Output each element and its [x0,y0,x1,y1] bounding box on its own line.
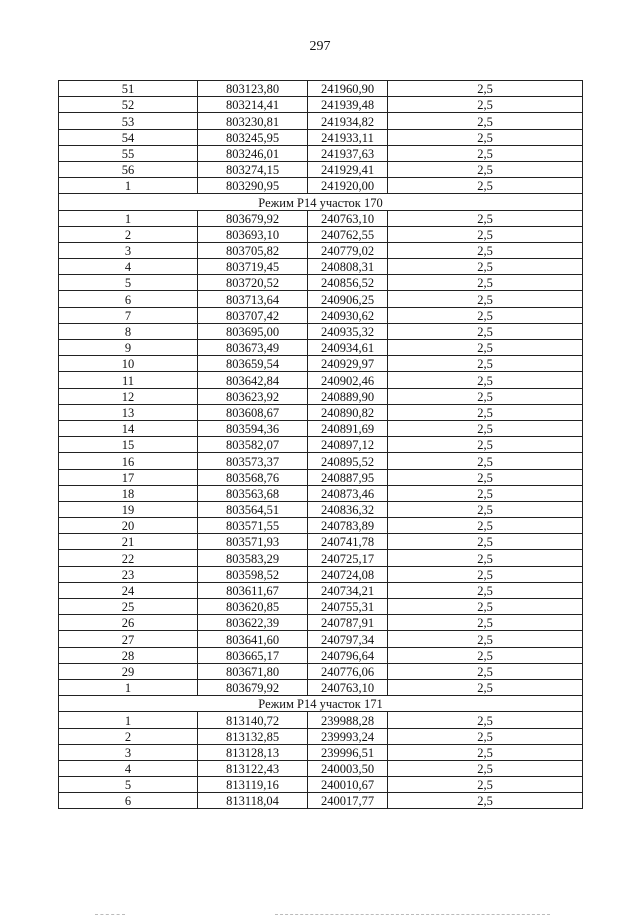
x-coordinate-cell: 803214,41 [198,97,308,113]
table-row [59,388,583,404]
point-number-cell: 2 [59,226,198,242]
x-coordinate-cell: 813122,43 [198,760,308,776]
table-row [59,226,583,242]
table-row [59,777,583,793]
x-coordinate-cell: 803245,95 [198,129,308,145]
y-coordinate-cell: 240779,02 [308,242,388,258]
y-coordinate-cell: 240808,31 [308,259,388,275]
accuracy-cell: 2,5 [388,712,583,728]
table-row [59,420,583,436]
y-coordinate-cell: 240856,52 [308,275,388,291]
accuracy-cell: 2,5 [388,534,583,550]
accuracy-cell: 2,5 [388,744,583,760]
point-number-cell: 4 [59,259,198,275]
x-coordinate-cell: 803720,52 [198,275,308,291]
y-coordinate-cell: 240929,97 [308,356,388,372]
y-coordinate-cell: 240741,78 [308,534,388,550]
accuracy-cell: 2,5 [388,356,583,372]
table-row [59,518,583,534]
accuracy-cell: 2,5 [388,777,583,793]
table-row [59,210,583,226]
y-coordinate-cell: 240796,64 [308,647,388,663]
point-number-cell: 51 [59,81,198,97]
accuracy-cell: 2,5 [388,663,583,679]
x-coordinate-cell: 803620,85 [198,599,308,615]
x-coordinate-cell: 803641,60 [198,631,308,647]
point-number-cell: 6 [59,793,198,809]
y-coordinate-cell: 240891,69 [308,420,388,436]
accuracy-cell: 2,5 [388,453,583,469]
section-header-row [59,696,583,712]
accuracy-cell: 2,5 [388,404,583,420]
section-header-row [59,194,583,210]
table-row [59,712,583,728]
x-coordinate-cell: 803246,01 [198,145,308,161]
x-coordinate-cell: 803564,51 [198,501,308,517]
x-coordinate-cell: 803274,15 [198,161,308,177]
x-coordinate-cell: 803665,17 [198,647,308,663]
table-row [59,97,583,113]
point-number-cell: 3 [59,744,198,760]
point-number-cell: 29 [59,663,198,679]
point-number-cell: 18 [59,485,198,501]
point-number-cell: 24 [59,582,198,598]
page-number: 297 [309,39,331,54]
x-coordinate-cell: 803705,82 [198,242,308,258]
point-number-cell: 12 [59,388,198,404]
accuracy-cell: 2,5 [388,566,583,582]
point-number-cell: 16 [59,453,198,469]
accuracy-cell: 2,5 [388,323,583,339]
point-number-cell: 1 [59,679,198,695]
accuracy-cell: 2,5 [388,372,583,388]
x-coordinate-cell: 803230,81 [198,113,308,129]
point-number-cell: 7 [59,307,198,323]
y-coordinate-cell: 240783,89 [308,518,388,534]
point-number-cell: 52 [59,97,198,113]
y-coordinate-cell: 240906,25 [308,291,388,307]
accuracy-cell: 2,5 [388,728,583,744]
x-coordinate-cell: 803673,49 [198,340,308,356]
y-coordinate-cell: 241934,82 [308,113,388,129]
point-number-cell: 5 [59,275,198,291]
x-coordinate-cell: 803679,92 [198,679,308,695]
table-row [59,793,583,809]
y-coordinate-cell: 240895,52 [308,453,388,469]
accuracy-cell: 2,5 [388,469,583,485]
x-coordinate-cell: 813132,85 [198,728,308,744]
point-number-cell: 4 [59,760,198,776]
accuracy-cell: 2,5 [388,599,583,615]
point-number-cell: 53 [59,113,198,129]
table-row [59,760,583,776]
point-number-cell: 13 [59,404,198,420]
x-coordinate-cell: 803719,45 [198,259,308,275]
table-row [59,275,583,291]
x-coordinate-cell: 803583,29 [198,550,308,566]
accuracy-cell: 2,5 [388,340,583,356]
accuracy-cell: 2,5 [388,291,583,307]
table-row [59,631,583,647]
table-row [59,679,583,695]
accuracy-cell: 2,5 [388,210,583,226]
point-number-cell: 56 [59,161,198,177]
y-coordinate-cell: 239993,24 [308,728,388,744]
x-coordinate-cell: 803642,84 [198,372,308,388]
y-coordinate-cell: 241929,41 [308,161,388,177]
x-coordinate-cell: 803707,42 [198,307,308,323]
point-number-cell: 6 [59,291,198,307]
accuracy-cell: 2,5 [388,388,583,404]
y-coordinate-cell: 240734,21 [308,582,388,598]
point-number-cell: 3 [59,242,198,258]
table-row [59,340,583,356]
y-coordinate-cell: 240902,46 [308,372,388,388]
accuracy-cell: 2,5 [388,501,583,517]
table-row [59,663,583,679]
table-row [59,534,583,550]
y-coordinate-cell: 240010,67 [308,777,388,793]
accuracy-cell: 2,5 [388,631,583,647]
x-coordinate-cell: 803611,67 [198,582,308,598]
y-coordinate-cell: 240897,12 [308,437,388,453]
y-coordinate-cell: 240889,90 [308,388,388,404]
y-coordinate-cell: 240890,82 [308,404,388,420]
y-coordinate-cell: 240762,55 [308,226,388,242]
point-number-cell: 28 [59,647,198,663]
y-coordinate-cell: 240003,50 [308,760,388,776]
y-coordinate-cell: 240873,46 [308,485,388,501]
accuracy-cell: 2,5 [388,518,583,534]
table-row [59,615,583,631]
y-coordinate-cell: 240725,17 [308,550,388,566]
accuracy-cell: 2,5 [388,242,583,258]
table-row [59,291,583,307]
section-header-label: Режим Р14 участок 171 [59,696,583,712]
table-row [59,599,583,615]
x-coordinate-cell: 803693,10 [198,226,308,242]
point-number-cell: 27 [59,631,198,647]
y-coordinate-cell: 240797,34 [308,631,388,647]
accuracy-cell: 2,5 [388,615,583,631]
y-coordinate-cell: 241937,63 [308,145,388,161]
y-coordinate-cell: 240724,08 [308,566,388,582]
table-row [59,744,583,760]
x-coordinate-cell: 813140,72 [198,712,308,728]
x-coordinate-cell: 803598,52 [198,566,308,582]
x-coordinate-cell: 803582,07 [198,437,308,453]
table-row [59,242,583,258]
table-row [59,404,583,420]
scan-artifact [275,914,550,916]
x-coordinate-cell: 803568,76 [198,469,308,485]
x-coordinate-cell: 803679,92 [198,210,308,226]
accuracy-cell: 2,5 [388,679,583,695]
x-coordinate-cell: 803608,67 [198,404,308,420]
x-coordinate-cell: 813118,04 [198,793,308,809]
point-number-cell: 25 [59,599,198,615]
accuracy-cell: 2,5 [388,582,583,598]
x-coordinate-cell: 803123,80 [198,81,308,97]
accuracy-cell: 2,5 [388,550,583,566]
table-row [59,550,583,566]
accuracy-cell: 2,5 [388,259,583,275]
y-coordinate-cell: 241933,11 [308,129,388,145]
y-coordinate-cell: 240934,61 [308,340,388,356]
table-row [59,728,583,744]
x-coordinate-cell: 803571,93 [198,534,308,550]
y-coordinate-cell: 241920,00 [308,178,388,194]
x-coordinate-cell: 803594,36 [198,420,308,436]
y-coordinate-cell: 240935,32 [308,323,388,339]
y-coordinate-cell: 240763,10 [308,679,388,695]
point-number-cell: 17 [59,469,198,485]
accuracy-cell: 2,5 [388,793,583,809]
accuracy-cell: 2,5 [388,226,583,242]
point-number-cell: 1 [59,178,198,194]
table-row [59,566,583,582]
accuracy-cell: 2,5 [388,113,583,129]
accuracy-cell: 2,5 [388,307,583,323]
x-coordinate-cell: 813128,13 [198,744,308,760]
table-row [59,178,583,194]
point-number-cell: 21 [59,534,198,550]
point-number-cell: 22 [59,550,198,566]
point-number-cell: 14 [59,420,198,436]
y-coordinate-cell: 240787,91 [308,615,388,631]
point-number-cell: 1 [59,712,198,728]
point-number-cell: 5 [59,777,198,793]
table-row [59,323,583,339]
point-number-cell: 20 [59,518,198,534]
table-row [59,113,583,129]
table-row [59,501,583,517]
table-row [59,145,583,161]
accuracy-cell: 2,5 [388,275,583,291]
accuracy-cell: 2,5 [388,129,583,145]
point-number-cell: 55 [59,145,198,161]
x-coordinate-cell: 813119,16 [198,777,308,793]
point-number-cell: 1 [59,210,198,226]
x-coordinate-cell: 803622,39 [198,615,308,631]
y-coordinate-cell: 239988,28 [308,712,388,728]
x-coordinate-cell: 803671,80 [198,663,308,679]
accuracy-cell: 2,5 [388,161,583,177]
point-number-cell: 15 [59,437,198,453]
point-number-cell: 8 [59,323,198,339]
point-number-cell: 23 [59,566,198,582]
accuracy-cell: 2,5 [388,97,583,113]
point-number-cell: 11 [59,372,198,388]
point-number-cell: 2 [59,728,198,744]
coordinates-table [58,80,583,809]
x-coordinate-cell: 803573,37 [198,453,308,469]
coordinates-table-body [59,81,583,809]
accuracy-cell: 2,5 [388,145,583,161]
table-row [59,356,583,372]
table-row [59,437,583,453]
y-coordinate-cell: 240836,32 [308,501,388,517]
y-coordinate-cell: 241960,90 [308,81,388,97]
y-coordinate-cell: 240017,77 [308,793,388,809]
table-row [59,453,583,469]
scan-artifact [95,914,125,916]
table-row [59,582,583,598]
accuracy-cell: 2,5 [388,437,583,453]
y-coordinate-cell: 241939,48 [308,97,388,113]
x-coordinate-cell: 803290,95 [198,178,308,194]
table-row [59,469,583,485]
table-row [59,161,583,177]
point-number-cell: 26 [59,615,198,631]
x-coordinate-cell: 803659,54 [198,356,308,372]
y-coordinate-cell: 239996,51 [308,744,388,760]
x-coordinate-cell: 803713,64 [198,291,308,307]
accuracy-cell: 2,5 [388,485,583,501]
table-row [59,372,583,388]
table-row [59,81,583,97]
y-coordinate-cell: 240776,06 [308,663,388,679]
point-number-cell: 9 [59,340,198,356]
accuracy-cell: 2,5 [388,81,583,97]
y-coordinate-cell: 240930,62 [308,307,388,323]
point-number-cell: 19 [59,501,198,517]
table-row [59,647,583,663]
accuracy-cell: 2,5 [388,647,583,663]
table-row [59,259,583,275]
table-row [59,485,583,501]
x-coordinate-cell: 803695,00 [198,323,308,339]
point-number-cell: 10 [59,356,198,372]
x-coordinate-cell: 803571,55 [198,518,308,534]
x-coordinate-cell: 803563,68 [198,485,308,501]
y-coordinate-cell: 240763,10 [308,210,388,226]
point-number-cell: 54 [59,129,198,145]
table-row [59,307,583,323]
accuracy-cell: 2,5 [388,760,583,776]
x-coordinate-cell: 803623,92 [198,388,308,404]
y-coordinate-cell: 240755,31 [308,599,388,615]
accuracy-cell: 2,5 [388,420,583,436]
accuracy-cell: 2,5 [388,178,583,194]
section-header-label: Режим Р14 участок 170 [59,194,583,210]
table-row [59,129,583,145]
y-coordinate-cell: 240887,95 [308,469,388,485]
